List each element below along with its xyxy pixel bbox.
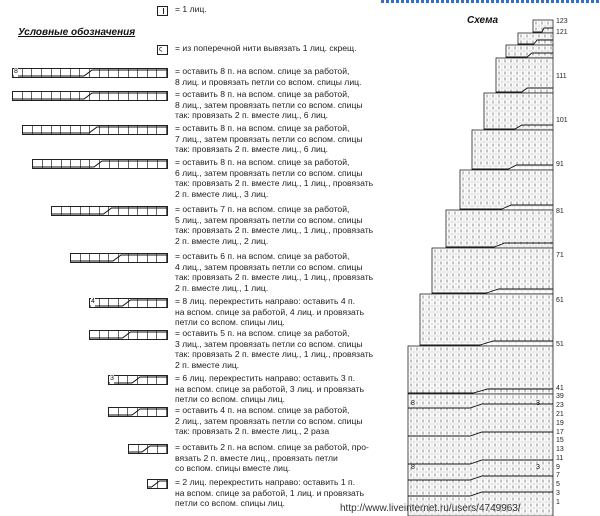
scheme-row-label: 21 bbox=[556, 411, 564, 418]
legend-description: = оставить 7 п. на вспом. спице за работой, 5 лиц., затем провязать петли со вспом. спицы так: провязать 2 п. вместе лиц., 1 лиц., провязать 2 п. вместе лиц., 2 лиц. bbox=[175, 204, 374, 246]
twisted-stitch-icon: ς bbox=[159, 46, 163, 53]
legend-description: = оставить 8 п. на вспом. спице за работой, 7 лиц., затем провязать петли со вспом. спицы так: провязать 2 п. вместе лиц., 6 лиц. bbox=[175, 123, 363, 155]
legend-description: = оставить 8 п. на вспом. спице за работой, 8 лиц., затем провязать петли со вспом. спицы так: провязать 2 п. вместе лиц., 6 лиц. bbox=[175, 89, 363, 121]
scheme-row-label: 71 bbox=[556, 252, 564, 259]
scheme-row-label: 41 bbox=[556, 385, 564, 392]
scheme-row-label: 5 bbox=[556, 481, 560, 488]
legend-description: = 8 лиц. перекрестить направо: оставить 4 п. на вспом. спице за работой, 4 лиц. и провязать петли со вспом. спицы лиц. bbox=[175, 296, 365, 328]
legend-description: = оставить 8 п. на вспом. спице за работой, 6 лиц., затем провязать петли со вспом. спицы так: провязать 2 п. вместе лиц., 1 лиц., провязать 2 п. вместе лиц., 3 лиц. bbox=[175, 157, 374, 199]
watermark-url: http://www.liveinternet.ru/users/4749963/ bbox=[340, 503, 521, 514]
legend-description: = 1 лиц. bbox=[175, 4, 207, 14]
scheme-title: Схема bbox=[467, 15, 499, 26]
scheme-row-label: 81 bbox=[556, 208, 564, 215]
scheme-row-label: 13 bbox=[556, 446, 564, 453]
scheme-row-label: 23 bbox=[556, 402, 564, 409]
stitch-count-label: 3 bbox=[110, 375, 114, 382]
legend-description: = из поперечной нити вывязать 1 лиц. скрещ. bbox=[175, 43, 357, 53]
legend-title: Условные обозначения bbox=[18, 27, 136, 38]
legend-description: = оставить 6 п. на вспом. спице за работой, 4 лиц., затем провязать петли со вспом. спицы так: провязать 2 п. вместе лиц., 1 лиц., провязать 2 п. вместе лиц., 1 лиц. bbox=[175, 251, 374, 293]
legend-description: = 2 лиц. перекрестить направо: оставить 1 п. на вспом. спице за работой, 1 лиц. и провязать петли со вспом. спицы лиц. bbox=[175, 477, 365, 509]
legend-description: = оставить 2 п. на вспом. спице за работой, про- вязать 2 п. вместе лиц., провязать петли со вспом. спицы вместе лиц. bbox=[175, 442, 369, 474]
scheme-row-label: 91 bbox=[556, 161, 564, 168]
scheme-row-label: 11 bbox=[556, 455, 564, 462]
scheme-row-label: 7 bbox=[556, 472, 560, 479]
legend-description: = оставить 8 п. на вспом. спице за работой, 8 лиц. и провязать петли со вспом. спицы лиц. bbox=[175, 66, 362, 87]
scheme-inner-number: 8 bbox=[411, 464, 415, 471]
legend-description: = оставить 4 п. на вспом. спице за работой, 2 лиц., затем провязать петли со вспом. спицы так: провязать 2 п. вместе лиц., 2 раза bbox=[175, 405, 363, 437]
legend-description: = 6 лиц. перекрестить направо: оставить 3 п. на вспом. спице за работой, 3 лиц. и провязать петли со вспом. спицы лиц. bbox=[175, 373, 365, 405]
scheme-row-label: 123 bbox=[556, 18, 568, 25]
scheme-row-label: 111 bbox=[556, 73, 567, 80]
scheme-inner-number: 3 bbox=[536, 464, 540, 471]
scheme-row-label: 9 bbox=[556, 464, 560, 471]
scheme-row-label: 39 bbox=[556, 393, 564, 400]
scheme-grid bbox=[408, 20, 553, 516]
scheme-row-label: 3 bbox=[556, 490, 560, 497]
legend-description: = оставить 5 п. на вспом. спице за работой, 3 лиц., затем провязать петли со вспом. спицы так: провязать 2 п. вместе лиц., 1 лиц., провязать 2 п. вместе лиц. bbox=[175, 328, 374, 370]
scheme-inner-number: 3 bbox=[536, 400, 540, 407]
scheme-row-label: 121 bbox=[556, 29, 568, 36]
scheme-row-label: 1 bbox=[556, 499, 560, 506]
scheme-inner-number: 8 bbox=[411, 400, 415, 407]
scheme-row-label: 61 bbox=[556, 297, 564, 304]
scheme-row-label: 101 bbox=[556, 117, 568, 124]
scheme-row-label: 19 bbox=[556, 420, 564, 427]
stitch-count-label: 4 bbox=[91, 298, 95, 305]
scheme-row-label: 17 bbox=[556, 429, 564, 436]
scheme-row-label: 15 bbox=[556, 437, 564, 444]
stitch-count-label: 8 bbox=[14, 68, 18, 75]
scheme-row-label: 51 bbox=[556, 341, 564, 348]
